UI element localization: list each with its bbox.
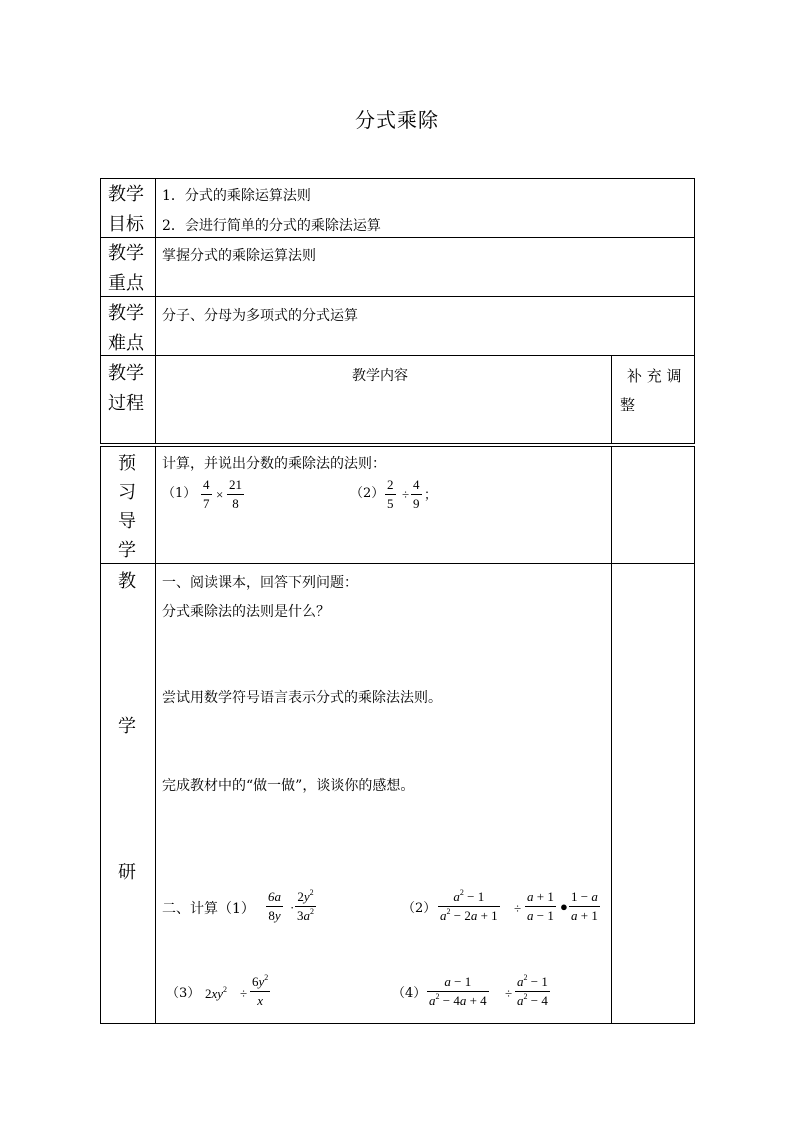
preview-problem-2-label: （2） <box>350 486 385 501</box>
fraction: $a^2 - 1$ $a^2 - 2a + 1$ <box>440 888 498 923</box>
key-points-content: 掌握分式的乘除运算法则 <box>162 248 316 264</box>
objective-item-1: 1．分式的乘除运算法则 <box>162 188 311 204</box>
process-label-2: 过程 <box>108 393 144 414</box>
process-label-1: 教学 <box>108 363 144 384</box>
fraction: $6y^2$ x <box>252 973 269 1008</box>
table-divider <box>611 355 612 444</box>
fraction: 4 7 <box>203 477 210 511</box>
preview-label-4: 学 <box>118 540 136 561</box>
fraction: 6a 8y <box>268 889 281 923</box>
notes-header-1: 补 充 调 <box>627 367 682 385</box>
fraction: 4 9 <box>413 477 420 511</box>
preview-label-1: 预 <box>118 453 136 474</box>
section-1-heading: 一、阅读课本，回答下列问题： <box>162 575 358 591</box>
expression: $2xy^2$ <box>205 985 228 1001</box>
multiply-operator: × <box>216 487 224 502</box>
objectives-label-2: 目标 <box>108 214 144 235</box>
fraction: a + 1 a − 1 <box>527 889 554 923</box>
bullet-multiply: ● <box>560 899 568 914</box>
calc-3-label: （3） <box>166 986 201 1001</box>
preview-problem-1-label: （1） <box>162 486 197 501</box>
difficulties-label-1: 教学 <box>108 303 144 324</box>
key-points-label-1: 教学 <box>108 243 144 264</box>
semicolon: ； <box>424 487 438 502</box>
preview-label-2: 习 <box>118 482 136 503</box>
table-divider <box>100 355 695 356</box>
fraction: a − 1 $a^2 - 4a + 4$ <box>429 974 487 1008</box>
table-divider <box>155 178 156 444</box>
fraction: $2y^2$ $3a^2$ <box>297 888 314 923</box>
multiply-dot: · <box>290 900 295 915</box>
study-label-2: 学 <box>118 716 136 737</box>
study-label-1: 教 <box>118 571 136 592</box>
fraction: 21 8 <box>229 477 242 511</box>
question-1: 分式乘除法的法则是什么？ <box>162 604 330 620</box>
content-header: 教学内容 <box>352 368 408 384</box>
key-points-label-2: 重点 <box>108 273 144 294</box>
objectives-label-1: 教学 <box>108 184 144 205</box>
page-title: 分式乘除 <box>355 108 439 132</box>
divide-operator: ÷ <box>505 986 513 1001</box>
difficulties-label-2: 难点 <box>108 333 144 354</box>
objective-item-2: 2．会进行简单的分式的乘除法运算 <box>162 218 381 234</box>
difficulties-content: 分子、分母为多项式的分式运算 <box>162 308 358 324</box>
divide-operator: ÷ <box>402 487 410 502</box>
question-2: 尝试用数学符号语言表示分式的乘除法法则。 <box>162 690 442 706</box>
calc-4-label: （4） <box>392 986 427 1001</box>
table-divider <box>100 237 695 238</box>
preview-label-3: 导 <box>118 511 136 532</box>
lesson-plan-body-table <box>100 446 695 1024</box>
table-divider <box>155 446 156 1024</box>
fraction: $a^2 - 1$ $a^2 - 4$ <box>517 973 548 1008</box>
section-2-heading: 二、计算（1） <box>162 901 255 917</box>
calc-2-label: （2） <box>402 901 437 916</box>
fraction: 1 − a a + 1 <box>571 889 598 923</box>
preview-instruction: 计算，并说出分数的乘除法的法则： <box>162 456 386 472</box>
notes-header-2: 整 <box>620 396 636 414</box>
divide-operator: ÷ <box>240 986 248 1001</box>
divide-operator: ÷ <box>514 901 522 916</box>
table-divider <box>100 563 695 564</box>
study-label-3: 研 <box>118 862 136 883</box>
table-divider <box>611 446 612 1024</box>
table-divider <box>100 296 695 297</box>
question-3: 完成教材中的“做一做”，谈谈你的感想。 <box>162 778 415 794</box>
fraction: 2 5 <box>387 477 394 511</box>
